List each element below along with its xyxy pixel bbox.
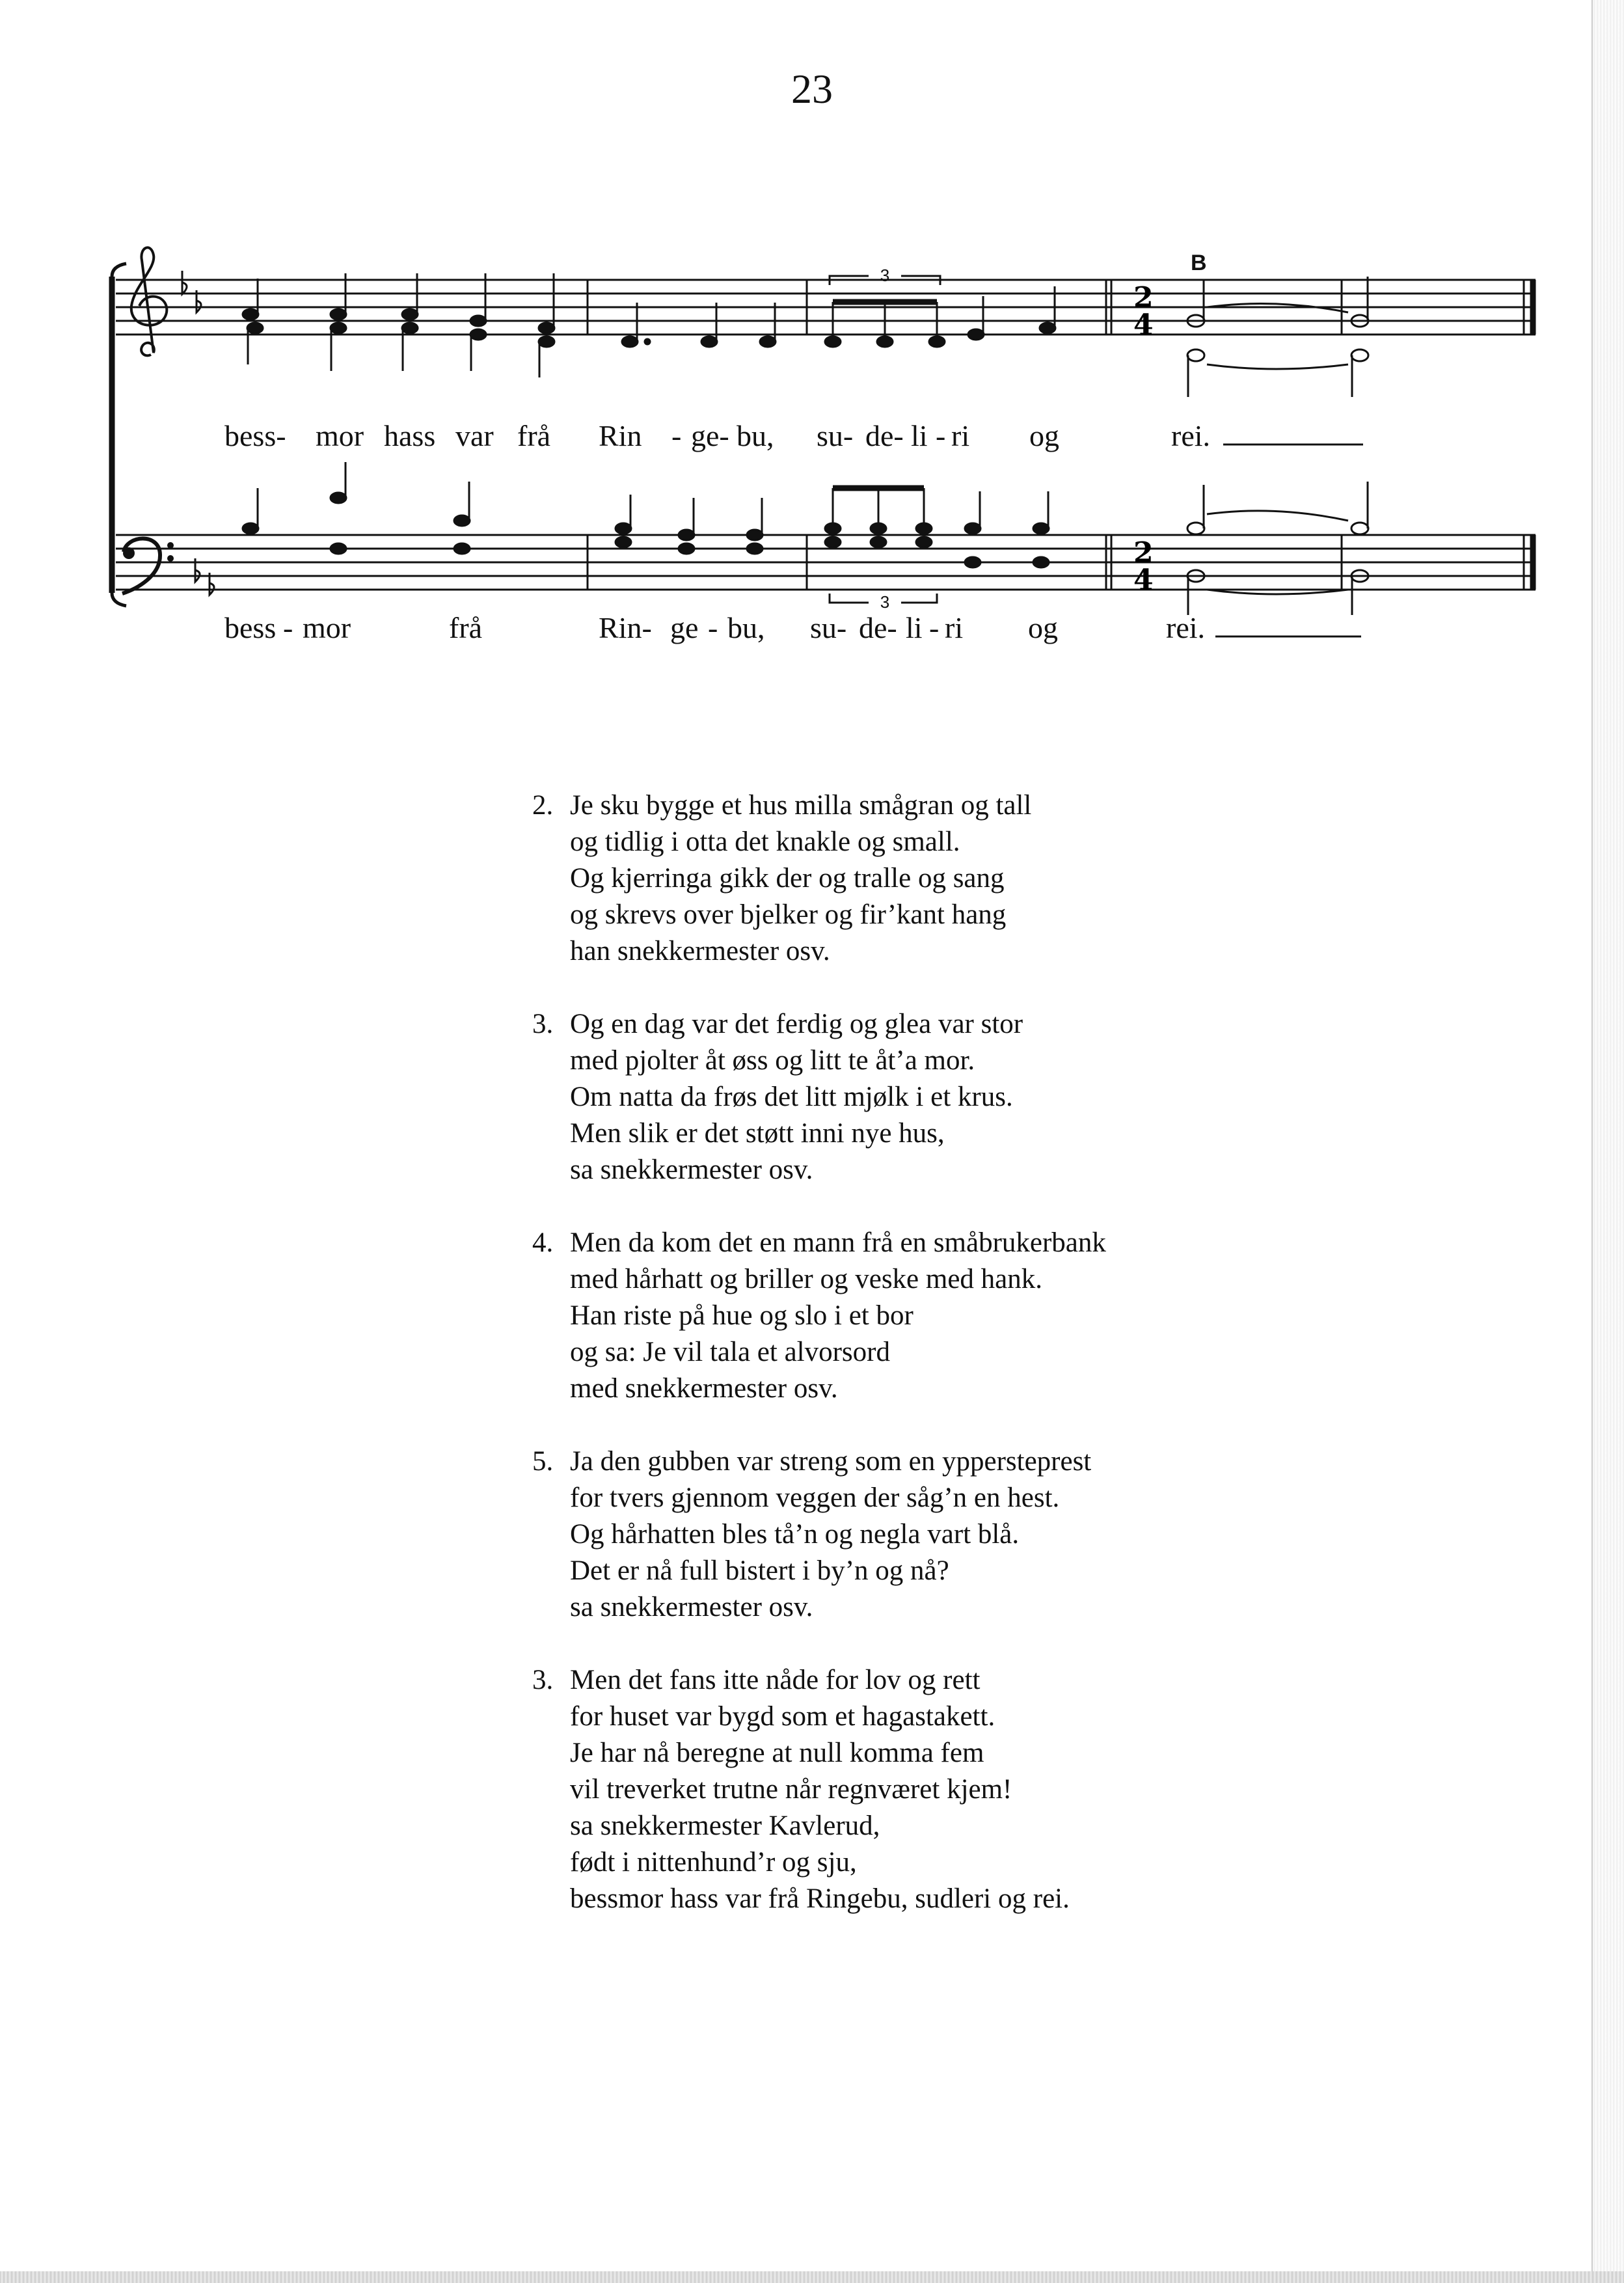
verse-line: Je har nå beregne at null komma fem (570, 1738, 984, 1768)
treble-clef-icon (131, 247, 167, 355)
verse (532, 787, 1313, 970)
bass-measure-3 (825, 488, 1049, 567)
verse-number: 5. (532, 1446, 554, 1477)
bass-time-signature-bottom: 4 (1133, 564, 1154, 597)
bass-measure-1 (243, 462, 470, 554)
bass-tuplet-label: 3 (880, 592, 890, 612)
verses (532, 787, 1313, 1954)
treble-tuplet-label: 3 (880, 266, 890, 285)
lyric-syllable: li (911, 419, 928, 452)
lyric-syllable: mor (303, 611, 351, 644)
treble-time-signature-top: 2 (1133, 281, 1154, 314)
lyric-syllable: - (283, 611, 293, 644)
verse-line: og skrevs over bjelker og fir’kant hang (570, 899, 1007, 930)
lyric-syllable: su- (810, 611, 847, 644)
lyric-syllable: ri (951, 419, 970, 452)
verse-line: Og hårhatten bles tå’n og negla vart blå. (570, 1519, 1020, 1550)
verse-line: og tidlig i otta det knakle og small. (570, 827, 960, 857)
lyric-syllable: frå (517, 419, 551, 452)
bass-time-signature-top: 2 (1133, 536, 1154, 569)
verse-number: 3. (532, 1665, 554, 1695)
treble-measure-2 (622, 303, 776, 347)
verse-line: med hårhatt og briller og veske med hank. (570, 1264, 1043, 1294)
verse-line: Men da kom det en mann frå en småbrukerbank (570, 1227, 1106, 1258)
verse-line: Om natta da frøs det litt mjølk i et krus. (570, 1082, 1013, 1112)
verse-line: Han riste på hue og slo i et bor (570, 1300, 914, 1331)
verse-line: sa snekkermester osv. (570, 1155, 813, 1185)
key-signature-treble (182, 271, 201, 312)
verse-line: for huset var bygd som et hagastakett. (570, 1701, 995, 1732)
lyric-syllable: og (1028, 611, 1058, 644)
lyric-syllable: su- (817, 419, 854, 452)
verse-line: vil treverket trutne når regnværet kjem! (570, 1774, 1012, 1805)
verse-line: Og en dag var det ferdig og glea var stor (570, 1009, 1023, 1039)
treble-time-signature-bottom: 4 (1133, 308, 1154, 342)
page-binding-edge (1591, 0, 1624, 2283)
verse-number: 2. (532, 790, 554, 821)
verse-line: og sa: Je vil tala et alvorsord (570, 1337, 890, 1367)
verse-line: sa snekkermester Kavlerud, (570, 1811, 880, 1841)
lyric-syllable: de- (859, 611, 897, 644)
verse-line: for tvers gjennom veggen der såg’n en hest. (570, 1483, 1060, 1513)
lyric-syllable: hass (384, 419, 436, 452)
lyric-syllable: rei. (1166, 611, 1206, 644)
lyric-syllable: - (936, 419, 946, 452)
verse-number: 4. (532, 1227, 554, 1258)
bass-lyrics (224, 611, 1205, 644)
lyric-syllable: bu, (727, 611, 765, 644)
lyric-syllable: de- (865, 419, 904, 452)
lyric-syllable: var (455, 419, 494, 452)
verse-line: bessmor hass var frå Ringebu, sudleri og rei. (570, 1883, 1070, 1914)
verse (532, 1225, 1313, 1407)
verse-number: 3. (532, 1009, 554, 1039)
barlines (588, 280, 1533, 590)
lyric-syllable: rei. (1171, 419, 1211, 452)
lyric-syllable: ge (670, 611, 699, 644)
verse-line: Men det fans itte nåde for lov og rett (570, 1665, 981, 1695)
lyric-syllable: ri (945, 611, 964, 644)
verse-line: sa snekkermester osv. (570, 1592, 813, 1622)
lyric-syllable: bu, (737, 419, 774, 452)
verse (532, 1006, 1313, 1188)
music-score (0, 0, 1624, 683)
page-bottom-edge (0, 2271, 1624, 2283)
verse-line: han snekkermester osv. (570, 936, 830, 966)
treble-measure-1 (243, 273, 554, 377)
lyric-syllable: - (929, 611, 940, 644)
lyric-syllable: bess- (224, 419, 286, 452)
verse-line: Og kjerringa gikk der og tralle og sang (570, 863, 1005, 894)
verse (532, 1662, 1313, 1917)
verse-line: født i nittenhund’r og sju, (570, 1847, 857, 1878)
verse (532, 1443, 1313, 1626)
verse-line: Je sku bygge et hus milla smågran og tall (570, 790, 1032, 821)
lyric-syllable: Rin (599, 419, 642, 452)
lyric-syllable: mor (316, 419, 364, 452)
rehearsal-mark: B (1191, 251, 1207, 275)
lyric-syllable: og (1029, 419, 1059, 452)
lyric-syllable: ge- (691, 419, 729, 452)
verse-line: med pjolter åt øss og litt te åt’a mor. (570, 1045, 975, 1076)
bass-clef-icon (122, 539, 174, 594)
verse-line: Det er nå full bistert i by’n og nå? (570, 1555, 949, 1586)
lyric-syllable: frå (449, 611, 483, 644)
verse-line: Ja den gubben var streng som en yppersteprest (570, 1446, 1092, 1477)
page-number: 23 (791, 66, 833, 112)
lyric-syllable: bess (224, 611, 277, 644)
lyric-syllable: - (708, 611, 718, 644)
verse-line: Men slik er det støtt inni nye hus, (570, 1118, 945, 1149)
verse-line: med snekkermester osv. (570, 1373, 838, 1404)
bass-measure-2 (616, 495, 763, 554)
lyric-syllable: Rin- (599, 611, 652, 644)
lyric-syllable: li (906, 611, 923, 644)
treble-measure-3 (825, 286, 1055, 347)
treble-lyrics (224, 419, 1210, 452)
lyric-syllable: - (671, 419, 682, 452)
